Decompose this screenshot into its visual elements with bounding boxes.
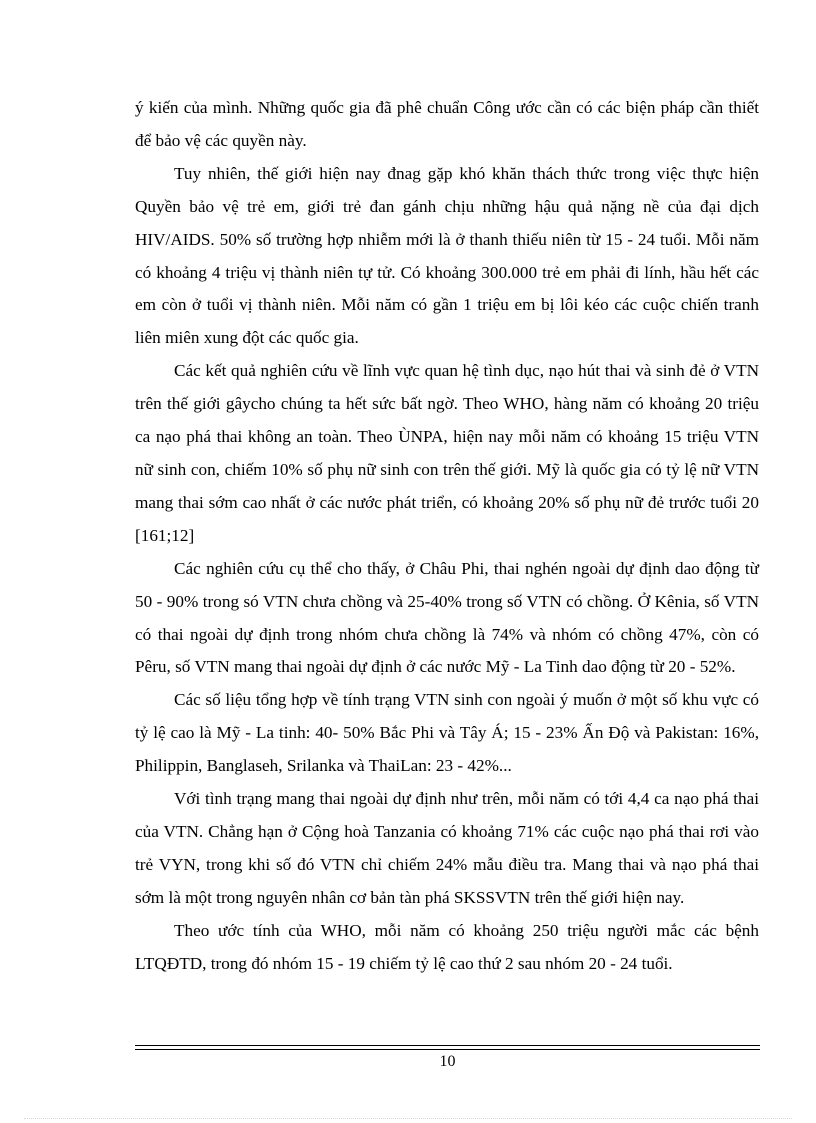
page-edge-dotted-line: [24, 1118, 792, 1119]
paragraph-regional-statistics: Các số liệu tổng hợp về tính trạng VTN sinh con ngoài ý muốn ở một số khu vực có tỷ lệ cao là Mỹ - La tinh: 40- 50% Bắc Phi và Tây Á; 15 - 23% Ấn Độ và Pakistan: 16%, Philippin, Banglaseh, Srilanka và ThaiLan: 23 - 42%...: [135, 690, 759, 776]
paragraph-who-estimate: Theo ước tính của WHO, mỗi năm có khoảng 250 triệu người mắc các bệnh LTQĐTD, trong đó nhóm 15 - 19 chiếm tỷ lệ cao thứ 2 sau nhóm 20 - 24 tuổi.: [135, 920, 759, 973]
footer-divider-double: [135, 1049, 760, 1050]
paragraph-abortion-situation: Với tình trạng mang thai ngoài dự định như trên, mỗi năm có tới 4,4 ca nạo phá thai của VTN. Chẳng hạn ở Cộng hoà Tanzania có khoảng 71% các cuộc nạo phá thai rơi vào trẻ VYN, trong khi số đó VTN chỉ chiếm 24% mẫu điều tra. Mang thai và nạo phá thai sớm là một trong nguyên nhân cơ bản tàn phá SKSSVTN trên thế giới hiện nay.: [135, 789, 759, 907]
paragraph-africa-studies: Các nghiên cứu cụ thể cho thấy, ở Châu Phi, thai nghén ngoài dự định dao động từ 50 - 90% trong só VTN chưa chồng và 25-40% trong số VTN có chồng. Ở Kênia, số VTN có thai ngoài dự định trong nhóm chưa chồng là 74% và nhóm có chồng 47%, còn có Pêru, số VTN mang thai ngoài dự định ở các nước Mỹ - La Tinh dao động từ 20 - 52%.: [135, 558, 759, 677]
paragraph-research-results: Các kết quả nghiên cứu về lĩnh vực quan hệ tình dục, nạo hút thai và sinh đẻ ở VTN trên thế giới gâycho chúng ta hết sức bất ngờ. Theo WHO, hàng năm có khoảng 20 triệu ca nạo phá thai không an toàn. Theo ÙNPA, hiện nay mỗi năm có khoảng 15 triệu VTN nữ sinh con, chiếm 10% số phụ nữ sinh con trên thế giới. Mỹ là quốc gia có tỷ lệ nữ VTN mang thai sớm cao nhất ở các nước phát triển, có khoảng 20% số phụ nữ đẻ trước tuổi 20 [161;12]: [135, 361, 759, 545]
footer-divider: [135, 1045, 760, 1046]
paragraph-continued: ý kiến của mình. Những quốc gia đã phê chuẩn Công ước cần có các biện pháp cần thiết để bảo vệ các quyền này.: [135, 98, 759, 150]
body-text: [135, 92, 759, 980]
paragraph-child-rights-challenges: Tuy nhiên, thế giới hiện nay đnag gặp khó khăn thách thức trong việc thực hiện Quyền bảo vệ trẻ em, giới trẻ đan gánh chịu những hậu quả nặng nề của đại dịch HIV/AIDS. 50% số trường hợp nhiễm mới là ở thanh thiếu niên từ 15 - 24 tuổi. Mỗi năm có khoảng 4 triệu vị thành niên tự tử. Có khoảng 300.000 trẻ em phải đi lính, hầu hết các em còn ở tuổi vị thành niên. Mỗi năm có gần 1 triệu em bị lôi kéo các cuộc chiến tranh liên miên xung đột các quốc gia.: [135, 163, 759, 348]
page-number: 10: [439, 1053, 456, 1070]
